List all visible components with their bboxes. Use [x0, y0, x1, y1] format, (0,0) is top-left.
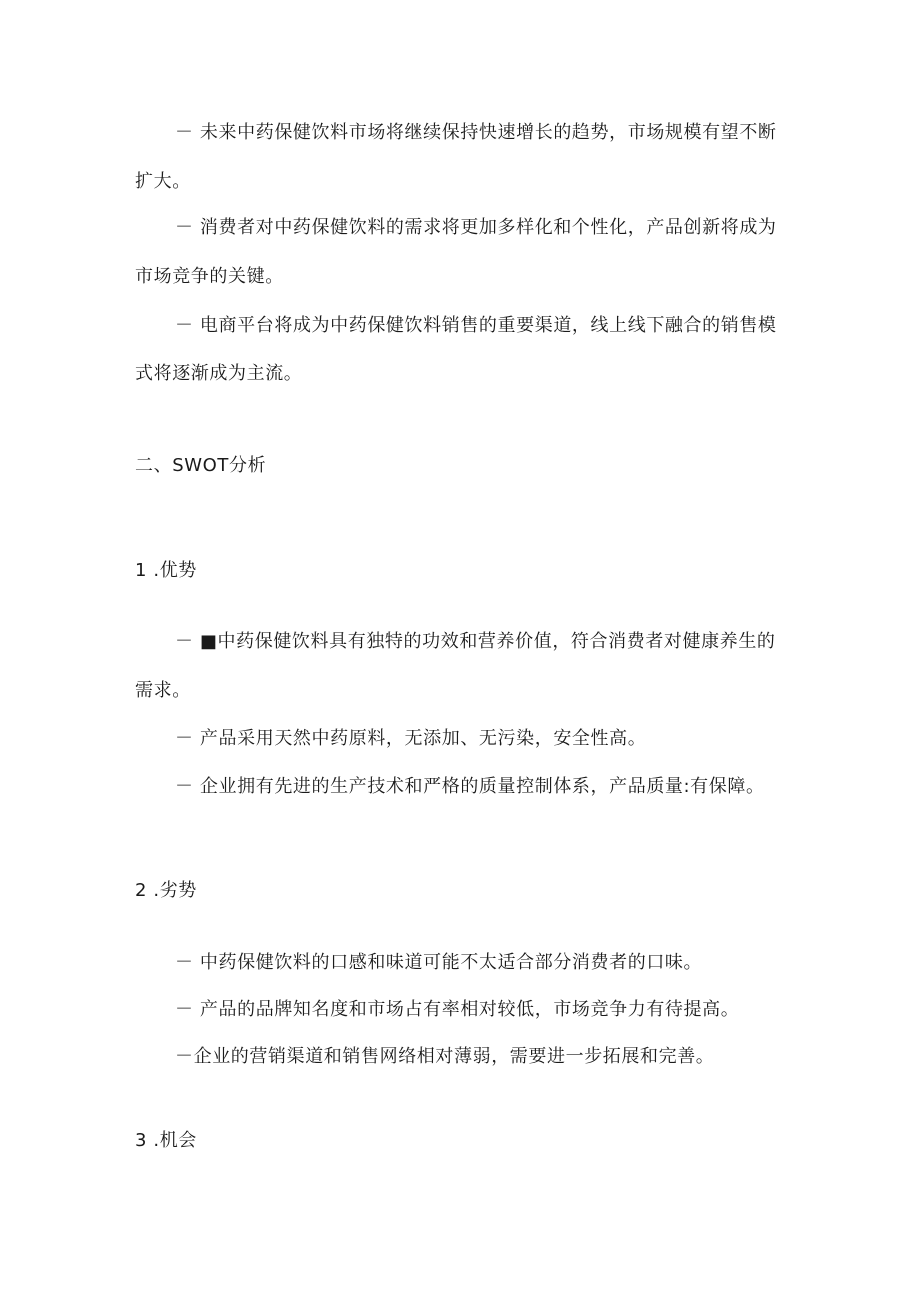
- trend-3-line-2: 式将逐渐成为主流。: [135, 363, 303, 384]
- section-title: 二、SWOT分析: [135, 455, 267, 476]
- weakness-1: － 中药保健饮料的口感和味道可能不太适合部分消费者的口味。: [175, 952, 703, 973]
- trend-3-line-1: － 电商平台将成为中药保健饮料销售的重要渠道，线上线下融合的销售模: [175, 315, 777, 336]
- trend-1-line-2: 扩大。: [135, 171, 191, 192]
- strengths-heading: 1 .优势: [135, 560, 197, 581]
- weakness-3: －企业的营销渠道和销售网络相对薄弱，需要进一步拓展和完善。: [175, 1046, 715, 1067]
- trend-2-line-1: － 消费者对中药保健饮料的需求将更加多样化和个性化，产品创新将成为: [175, 217, 777, 238]
- trend-2-line-2: 市场竞争的关键。: [135, 266, 284, 287]
- strength-2: － 产品采用天然中药原料，无添加、无污染，安全性高。: [175, 728, 647, 749]
- trend-1-line-1: － 未来中药保健饮料市场将继续保持快速增长的趋势，市场规模有望不断: [175, 122, 777, 143]
- weaknesses-heading: 2 .劣势: [135, 880, 197, 901]
- strength-3: － 企业拥有先进的生产技术和严格的质量控制体系，产品质量:有保障。: [175, 776, 765, 797]
- weakness-2: － 产品的品牌知名度和市场占有率相对较低，市场竞争力有待提高。: [175, 999, 740, 1020]
- strength-1-line-2: 需求。: [135, 680, 191, 701]
- opportunities-heading: 3 .机会: [135, 1130, 197, 1151]
- strength-1-line-1: － ■中药保健饮料具有独特的功效和营养价值，符合消费者对健康养生的: [175, 631, 776, 652]
